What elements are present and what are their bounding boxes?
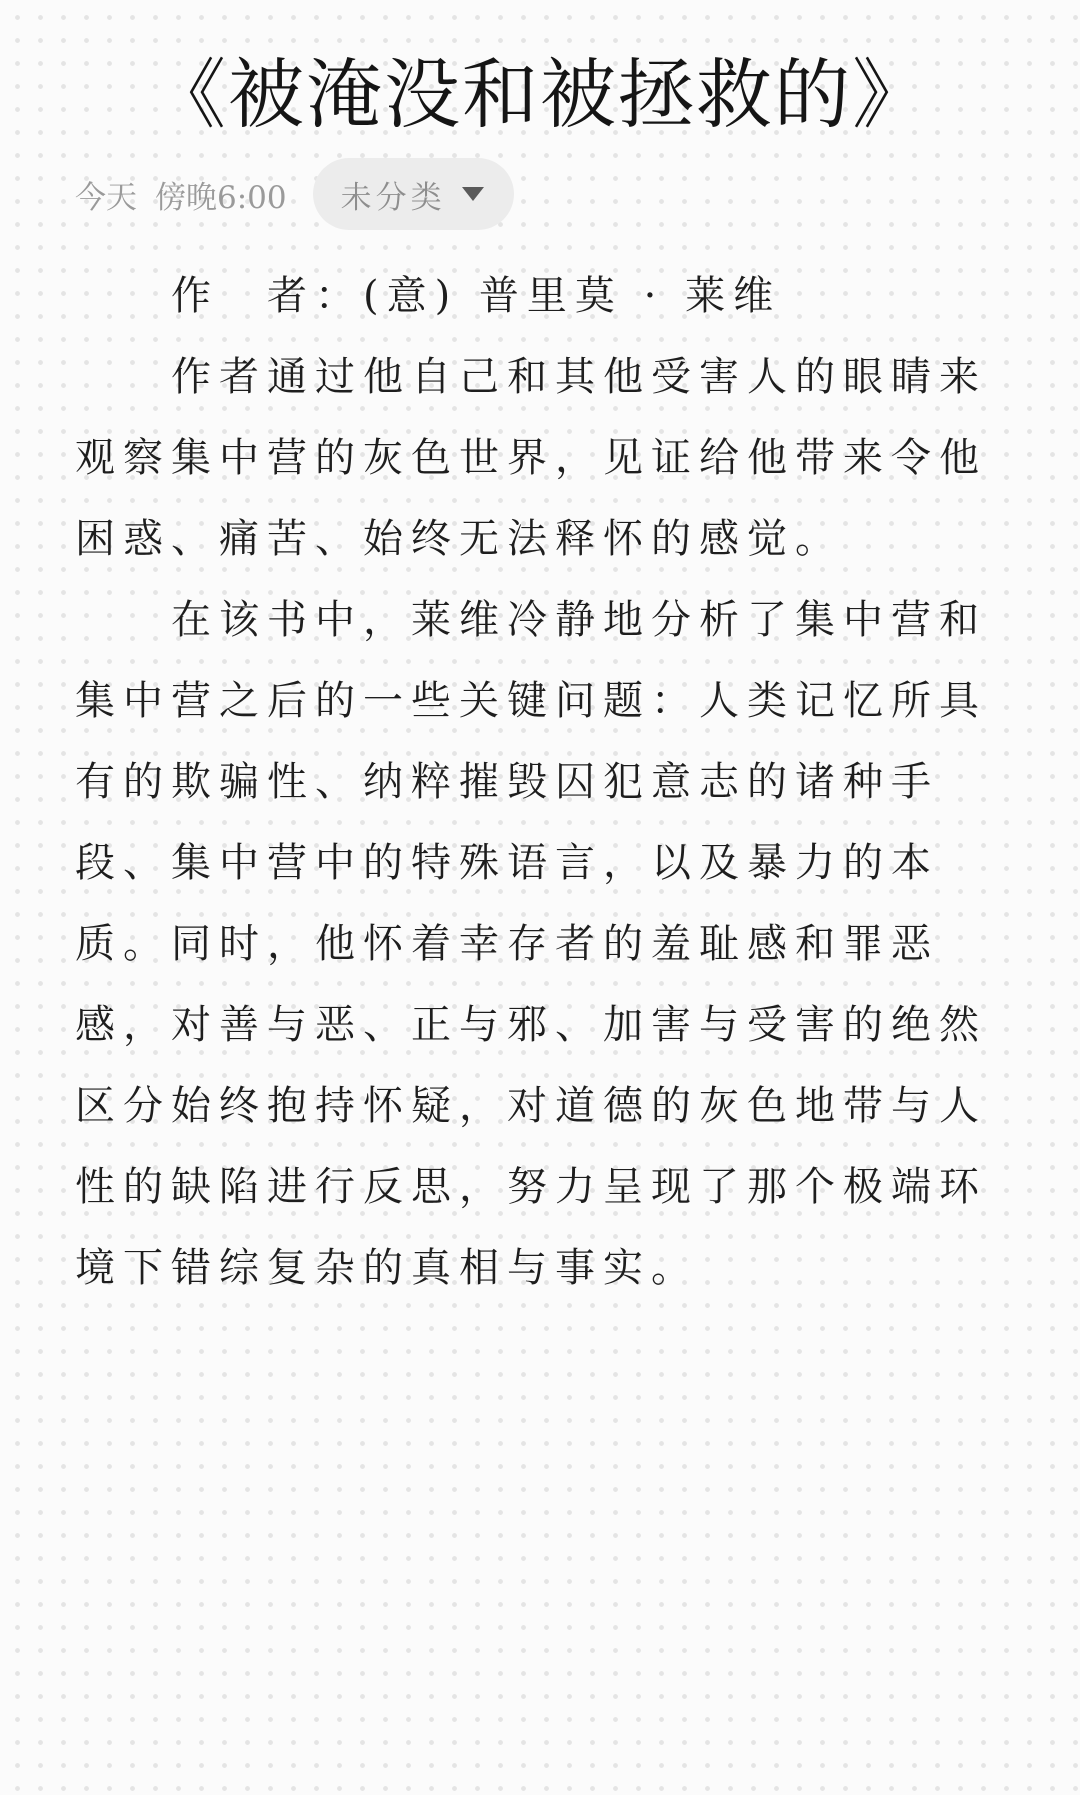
note-date: 今天: [75, 179, 137, 216]
category-dropdown[interactable]: [313, 158, 514, 230]
note-title[interactable]: 《被淹没和被拯救的》: [150, 50, 930, 139]
author-line: 作 者：(意) 普里莫 · 莱维: [171, 273, 782, 319]
body-paragraph: 在该书中，莱维冷静地分析了集中营和集中营之后的一些关键问题：人类记忆所具有的欺骗性、纳粹摧毁囚犯意志的诸种手段、集中营中的特殊语言，以及暴力的本质。同时，他怀着幸存者的羞耻感和罪恶感，对善与恶、正与邪、加害与受害的绝然区分始终抱持怀疑，对道德的灰色地带与人性的缺陷进行反思，努力呈现了那个极端环境下错综复杂的真相与事实。: [75, 597, 987, 1291]
category-label: 未分类: [340, 179, 446, 216]
body-paragraph: 作者通过他自己和其他受害人的眼睛来观察集中营的灰色世界，见证给他带来令他困惑、痛苦、始终无法释怀的感觉。: [75, 354, 987, 562]
caret-down-icon: [462, 187, 484, 201]
note-time: 傍晚6:00: [155, 179, 287, 216]
note-meta: [75, 158, 514, 230]
note-body[interactable]: [75, 256, 990, 1309]
